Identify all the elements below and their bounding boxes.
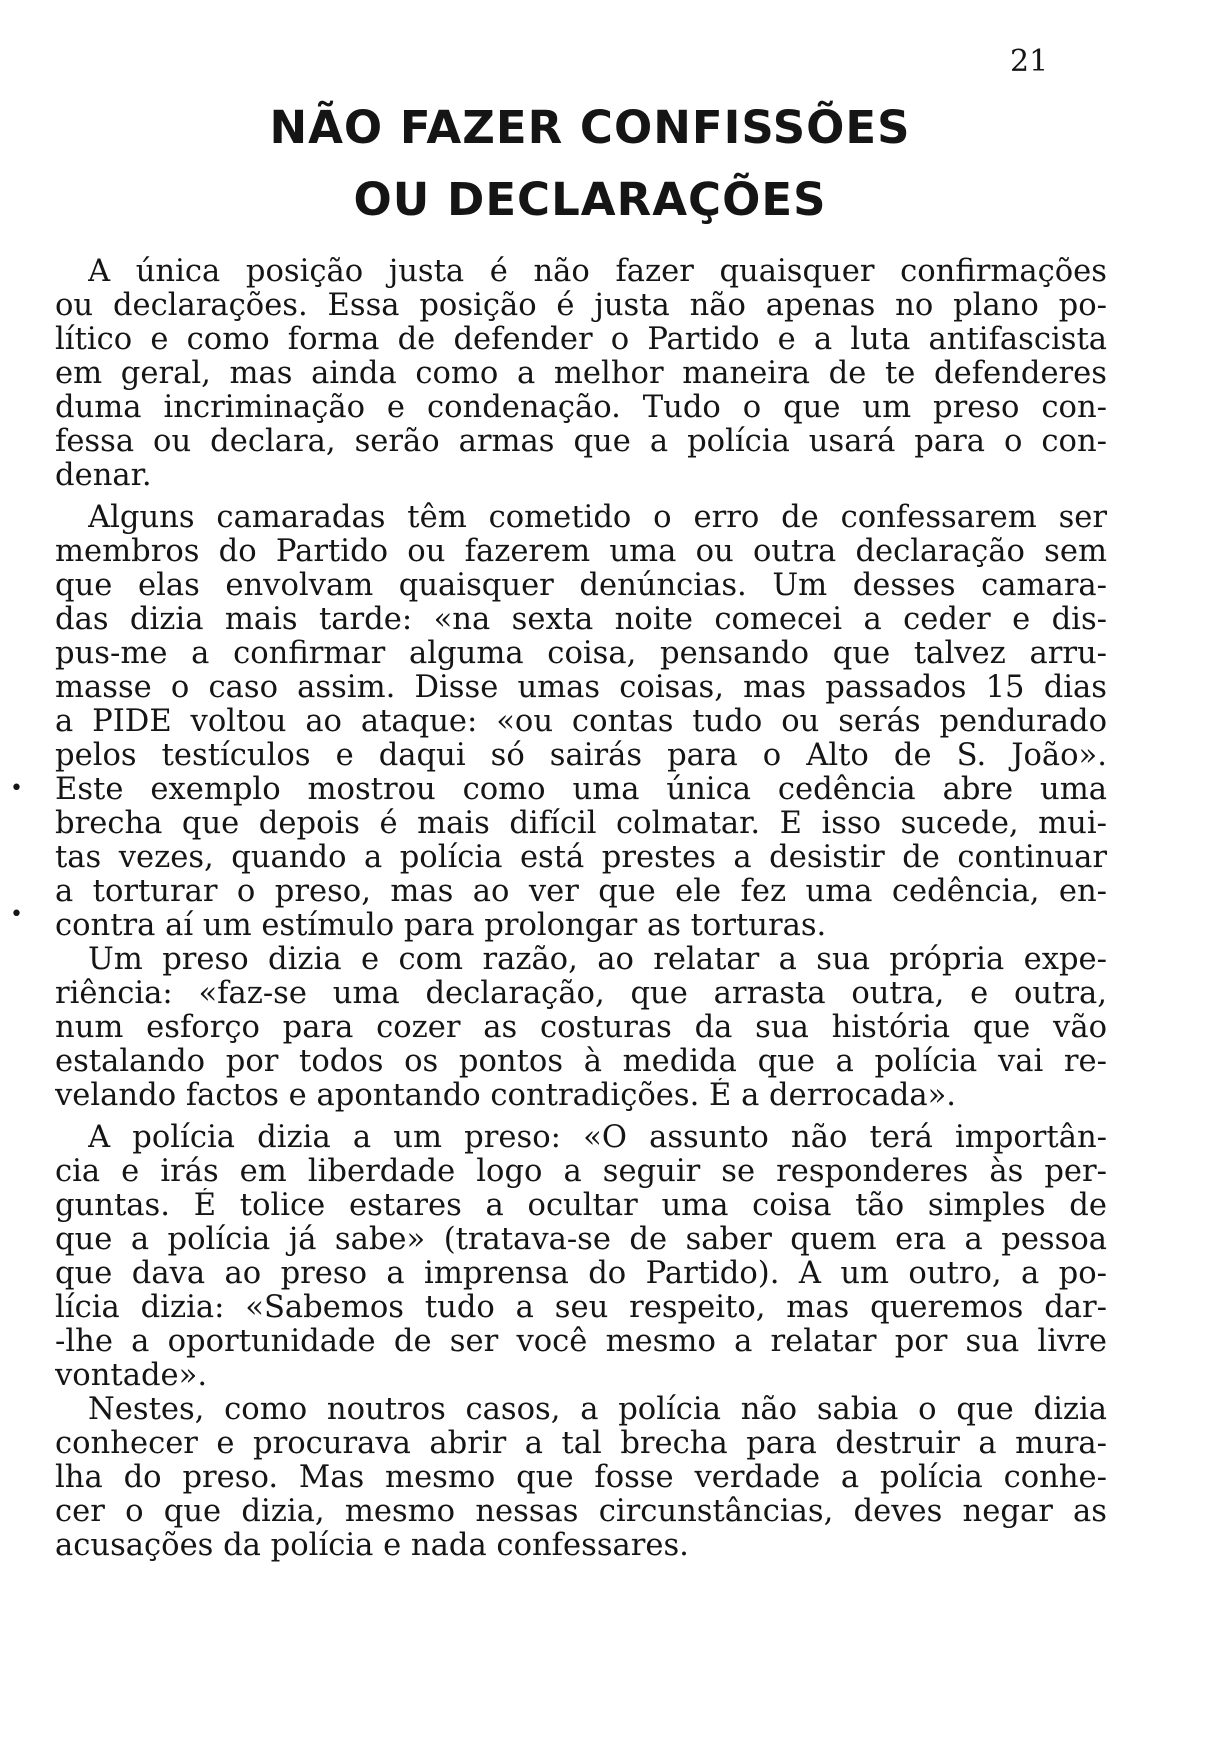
paragraph-2-line-7: a PIDE voltou ao ataque: «ou contas tudo ou serás pendurado — [55, 704, 1107, 739]
paragraph-4-line-5: que dava ao preso a imprensa do Partido). A um outro, a po- — [55, 1256, 1107, 1291]
paragraph-2-line-13: contra aí um estímulo para prolongar as torturas. — [55, 908, 827, 943]
paragraph-2-line-8: pelos testículos e daqui só sairás para o Alto de S. João». — [55, 738, 1107, 773]
paragraph-3-line-3: num esforço para cozer as costuras da sua história que vão — [55, 1010, 1107, 1045]
margin-bullet-mark: • — [10, 776, 23, 801]
paragraph-2-line-11: tas vezes, quando a polícia está prestes a desistir de continuar — [55, 840, 1107, 875]
paragraph-4-line-7: -lhe a oportunidade de ser você mesmo a relatar por sua livre — [55, 1324, 1107, 1359]
paragraph-4-line-8: vontade». — [55, 1358, 208, 1393]
paragraph-5-line-1: Nestes, como noutros casos, a polícia não sabia o que dizia — [88, 1392, 1107, 1427]
paragraph-3-line-5: velando factos e apontando contradições. É a derrocada». — [55, 1078, 957, 1113]
paragraph-1-line-5: duma incriminação e condenação. Tudo o que um preso con- — [55, 390, 1107, 425]
paragraph-2-line-6: masse o caso assim. Disse umas coisas, mas passados 15 dias — [55, 670, 1107, 705]
paragraph-1-line-7: denar. — [55, 458, 152, 493]
paragraph-4-line-2: cia e irás em liberdade logo a seguir se responderes às per- — [55, 1154, 1107, 1189]
paragraph-5-line-2: conhecer e procurava abrir a tal brecha para destruir a mura- — [55, 1426, 1107, 1461]
margin-bullet-mark: • — [10, 902, 23, 927]
paragraph-2-line-3: que elas envolvam quaisquer denúncias. Um desses camara- — [55, 568, 1107, 603]
paragraph-2-line-5: pus-me a confirmar alguma coisa, pensando que talvez arru- — [55, 636, 1107, 671]
paragraph-1-line-4: em geral, mas ainda como a melhor maneira de te defenderes — [55, 356, 1107, 391]
paragraph-5-line-5: acusações da polícia e nada confessares. — [55, 1528, 689, 1563]
paragraph-1-line-1: A única posição justa é não fazer quaisquer confirmações — [88, 254, 1107, 289]
paragraph-2-line-4: das dizia mais tarde: «na sexta noite comecei a ceder e dis- — [55, 602, 1107, 637]
paragraph-2-line-10: brecha que depois é mais difícil colmatar. E isso sucede, mui- — [55, 806, 1107, 841]
paragraph-2-line-12: a torturar o preso, mas ao ver que ele fez uma cedência, en- — [55, 874, 1107, 909]
paragraph-4-line-1: A polícia dizia a um preso: «O assunto não terá importân- — [88, 1120, 1107, 1155]
paragraph-2-line-1: Alguns camaradas têm cometido o erro de confessarem ser — [88, 500, 1107, 535]
paragraph-3-line-4: estalando por todos os pontos à medida que a polícia vai re- — [55, 1044, 1107, 1079]
paragraph-1-line-3: lítico e como forma de defender o Partido e a luta antifascista — [55, 322, 1107, 357]
paragraph-5-line-3: lha do preso. Mas mesmo que fosse verdade a polícia conhe- — [55, 1460, 1107, 1495]
paragraph-3-line-1: Um preso dizia e com razão, ao relatar a sua própria expe- — [88, 942, 1107, 977]
paragraph-1-line-2: ou declarações. Essa posição é justa não apenas no plano po- — [55, 288, 1107, 323]
paragraph-4-line-4: que a polícia já sabe» (tratava-se de saber quem era a pessoa — [55, 1222, 1107, 1257]
chapter-title-line-1: NÃO FAZER CONFISSÕES — [269, 101, 911, 154]
paragraph-4-line-6: lícia dizia: «Sabemos tudo a seu respeito, mas queremos dar- — [55, 1290, 1107, 1325]
paragraph-2-line-2: membros do Partido ou fazerem uma ou outra declaração sem — [55, 534, 1107, 569]
paragraph-2-line-9: Este exemplo mostrou como uma única cedência abre uma — [55, 772, 1107, 807]
page-number: 21 — [1010, 44, 1049, 79]
paragraph-4-line-3: guntas. É tolice estares a ocultar uma coisa tão simples de — [55, 1188, 1107, 1223]
paragraph-5-line-4: cer o que dizia, mesmo nessas circunstâncias, deves negar as — [55, 1494, 1107, 1529]
chapter-title-line-2: OU DECLARAÇÕES — [353, 173, 827, 226]
paragraph-3-line-2: riência: «faz-se uma declaração, que arrasta outra, e outra, — [55, 976, 1107, 1011]
paragraph-1-line-6: fessa ou declara, serão armas que a polícia usará para o con- — [55, 424, 1107, 459]
